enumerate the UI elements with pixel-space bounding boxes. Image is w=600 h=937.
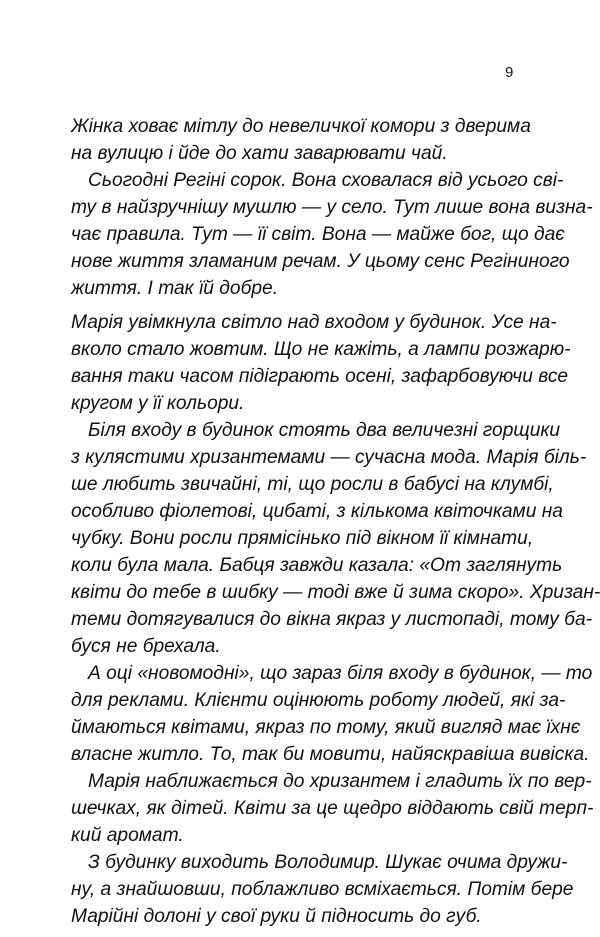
text-line: буся не брехала. (71, 636, 221, 657)
text-line: життя. І так їй добре. (71, 278, 279, 299)
text-line: вколо стало жовтим. Що не кажіть, а лампи розжарю- (71, 339, 571, 360)
text-line: Марія наближається до хризантем і гладить їх по вер- (88, 771, 592, 792)
text-line: Біля входу в будинок стоять два величезні горщики (88, 420, 561, 441)
text-line: вання таки часом підіграють осені, зафарбовуючи все (71, 366, 569, 387)
text-line: кий аромат. (71, 825, 184, 846)
page-number: 9 (505, 64, 514, 81)
text-line: власне житло. То, так би мовити, найяскравіша вивіска. (71, 744, 590, 765)
text-line: особливо фіолетові, цибаті, з кількома квіточками на (71, 501, 563, 522)
text-line: А оці «новомодні», що зараз біля входу в будинок, — то (88, 663, 593, 684)
text-line: ймаються квітами, якраз по тому, який вигляд має їхнє (71, 717, 581, 738)
text-line: коли була мала. Бабця завжди казала: «От заглянуть (71, 555, 563, 576)
text-line: З будинку виходить Володимир. Шукає очима дружи- (88, 852, 568, 873)
text-line: ну, а знайшовши, поблажливо всміхається. Потім бере (71, 879, 574, 900)
text-line: кругом у її кольори. (71, 393, 245, 414)
text-line: для реклами. Клієнти оцінюють роботу людей, які за- (71, 690, 566, 711)
text-line: чає правила. Тут — її світ. Вона — майже бог, що дає (71, 224, 565, 245)
text-line: квіти до тебе в шибку — тоді вже й зима скоро». Хризан- (71, 582, 600, 603)
text-line: Марійні долоні у свої руки й підносить до губ. (71, 906, 482, 927)
text-line: ше любить звичайні, ті, що росли в бабусі на клумбі, (71, 474, 554, 495)
text-line: з кулястими хризантемами — сучасна мода. Марія біль- (71, 447, 587, 468)
text-line: ту в найзручнішу мушлю — у село. Тут лише вона визна- (71, 197, 593, 218)
text-line: нове життя зламаним речам. У цьому сенс Регіниного (71, 251, 570, 272)
text-line: на вулицю і йде до хати заварювати чай. (71, 143, 448, 164)
text-line: Жінка ховає мітлу до невеличкої комори з дверима (71, 116, 531, 137)
text-line: чубку. Вони росли прямісінько під вікном її кімнати, (71, 528, 534, 549)
text-line: Сьогодні Регіні сорок. Вона сховалася від усього сві- (88, 170, 564, 191)
text-line: Марія увімкнула світло над входом у будинок. Усе на- (71, 312, 557, 333)
text-line: шечках, як дітей. Квіти за це щедро віддають свій терп- (71, 798, 594, 819)
text-line: теми дотягувалися до вікна якраз у листопаді, тому ба- (71, 609, 593, 630)
